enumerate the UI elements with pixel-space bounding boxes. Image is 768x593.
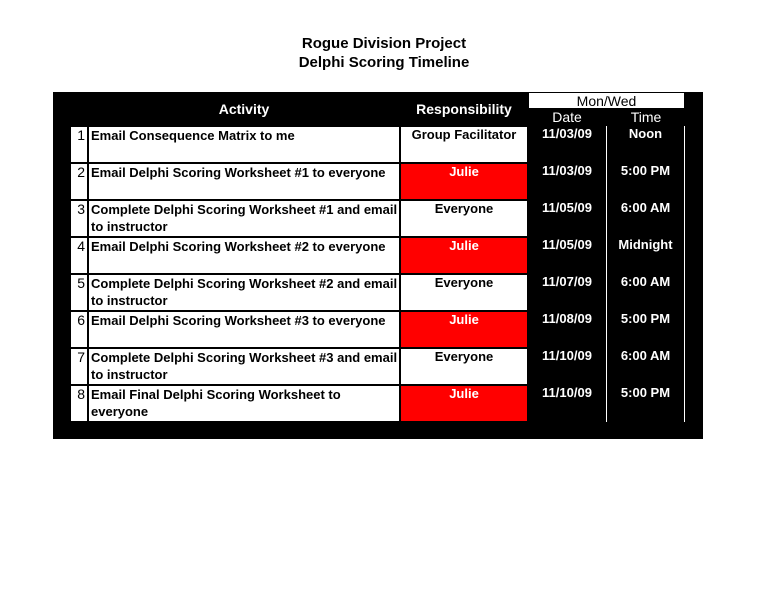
column-header-date: Date (552, 109, 582, 125)
time-cell: Midnight (607, 237, 685, 274)
activity-cell: Email Delphi Scoring Worksheet #3 to everyone (88, 311, 400, 348)
responsibility-cell: Julie (400, 163, 528, 200)
activity-cell: Email Delphi Scoring Worksheet #1 to everyone (88, 163, 400, 200)
activity-cell: Email Consequence Matrix to me (88, 126, 400, 163)
time-cell: 6:00 AM (607, 348, 685, 385)
date-cell: 11/10/09 (528, 348, 607, 385)
document-subtitle: Delphi Scoring Timeline (298, 54, 470, 71)
date-cell: 11/03/09 (528, 126, 607, 163)
time-cell: 5:00 PM (607, 385, 685, 422)
responsibility-cell: Julie (400, 311, 528, 348)
row-number: 2 (70, 163, 88, 200)
activity-cell: Email Delphi Scoring Worksheet #2 to everyone (88, 237, 400, 274)
column-header-time: Time (630, 109, 662, 125)
row-number: 5 (70, 274, 88, 311)
row-number: 3 (70, 200, 88, 237)
responsibility-cell: Julie (400, 385, 528, 422)
date-cell: 11/03/09 (528, 163, 607, 200)
activity-cell: Email Final Delphi Scoring Worksheet to everyone (88, 385, 400, 422)
column-header-responsibility: Responsibility (416, 101, 512, 117)
time-cell: Noon (607, 126, 685, 163)
date-cell: 11/07/09 (528, 274, 607, 311)
date-cell: 11/05/09 (528, 237, 607, 274)
responsibility-cell: Everyone (400, 274, 528, 311)
activity-cell: Complete Delphi Scoring Worksheet #1 and email to instructor (88, 200, 400, 237)
date-cell: 11/10/09 (528, 385, 607, 422)
activity-cell: Complete Delphi Scoring Worksheet #2 and email to instructor (88, 274, 400, 311)
date-cell: 11/05/09 (528, 200, 607, 237)
column-header-mon-wed: Mon/Wed (528, 92, 685, 109)
responsibility-cell: Everyone (400, 348, 528, 385)
row-number: 1 (70, 126, 88, 163)
row-number: 4 (70, 237, 88, 274)
timeline-table (53, 92, 703, 439)
time-cell: 6:00 AM (607, 200, 685, 237)
row-number: 6 (70, 311, 88, 348)
row-number: 8 (70, 385, 88, 422)
responsibility-cell: Everyone (400, 200, 528, 237)
activity-cell: Complete Delphi Scoring Worksheet #3 and email to instructor (88, 348, 400, 385)
column-header-activity: Activity (218, 101, 270, 117)
responsibility-cell: Julie (400, 237, 528, 274)
document-title: Rogue Division Project (301, 35, 467, 52)
time-cell: 5:00 PM (607, 163, 685, 200)
time-cell: 6:00 AM (607, 274, 685, 311)
row-number: 7 (70, 348, 88, 385)
time-cell: 5:00 PM (607, 311, 685, 348)
date-cell: 11/08/09 (528, 311, 607, 348)
responsibility-cell: Group Facilitator (400, 126, 528, 163)
